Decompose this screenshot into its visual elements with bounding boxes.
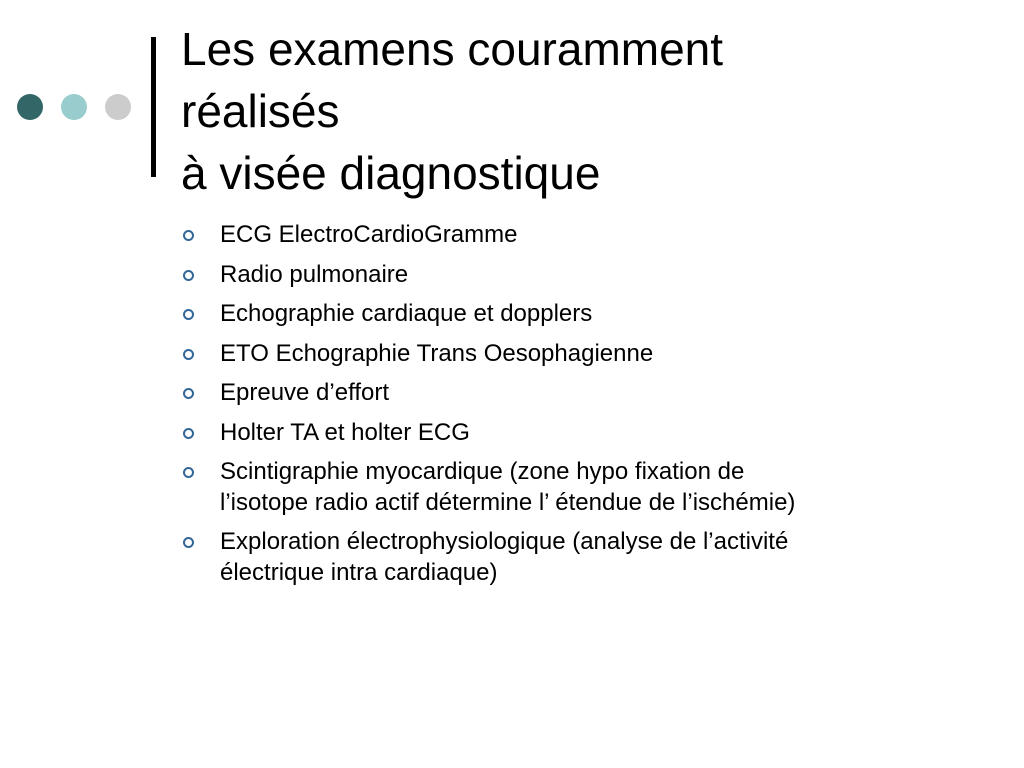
slide-title <box>181 18 1001 204</box>
bullet-circle-icon <box>183 537 194 548</box>
title-line: réalisés <box>181 85 340 137</box>
bullet-item <box>183 378 983 409</box>
title-line: Les examens couramment <box>181 23 724 75</box>
bullet-text: ECG ElectroCardioGramme <box>220 221 518 248</box>
bullet-text: Echographie cardiaque et dopplers <box>220 300 593 327</box>
decorative-dots <box>17 93 149 121</box>
dot-dark-teal <box>17 94 43 120</box>
bullet-circle-icon <box>183 309 194 320</box>
bullet-text-line: Scintigraphie myocardique (zone hypo fixation de <box>220 458 745 485</box>
title-line: à visée diagnostique <box>181 147 601 199</box>
bullet-item <box>183 220 983 251</box>
dot-light-teal <box>61 94 87 120</box>
bullet-item <box>183 260 983 291</box>
bullet-circle-icon <box>183 428 194 439</box>
bullet-text: Radio pulmonaire <box>220 260 409 288</box>
bullet-item <box>183 299 983 330</box>
bullet-text: Holter TA et holter ECG <box>220 418 470 446</box>
bullet-item <box>183 339 983 370</box>
bullet-circle-icon <box>183 388 194 399</box>
bullet-text-line: l’isotope radio actif détermine l’ étendue de l’ischémie) <box>220 488 796 516</box>
bullet-circle-icon <box>183 270 194 281</box>
bullet-item <box>183 527 983 588</box>
bullet-text: ETO Echographie Trans Oesophagienne <box>220 339 654 367</box>
bullet-list <box>183 220 983 597</box>
bullet-circle-icon <box>183 230 194 241</box>
bullet-item <box>183 457 983 518</box>
bullet-item <box>183 418 983 449</box>
bullet-circle-icon <box>183 467 194 478</box>
title-divider-bar <box>151 37 156 177</box>
bullet-text: Epreuve d’effort <box>220 379 389 406</box>
bullet-text-line: électrique intra cardiaque) <box>220 558 498 586</box>
dot-gray <box>105 94 131 120</box>
bullet-circle-icon <box>183 349 194 360</box>
bullet-text-line: Exploration électrophysiologique (analyse de l’activité <box>220 528 789 555</box>
